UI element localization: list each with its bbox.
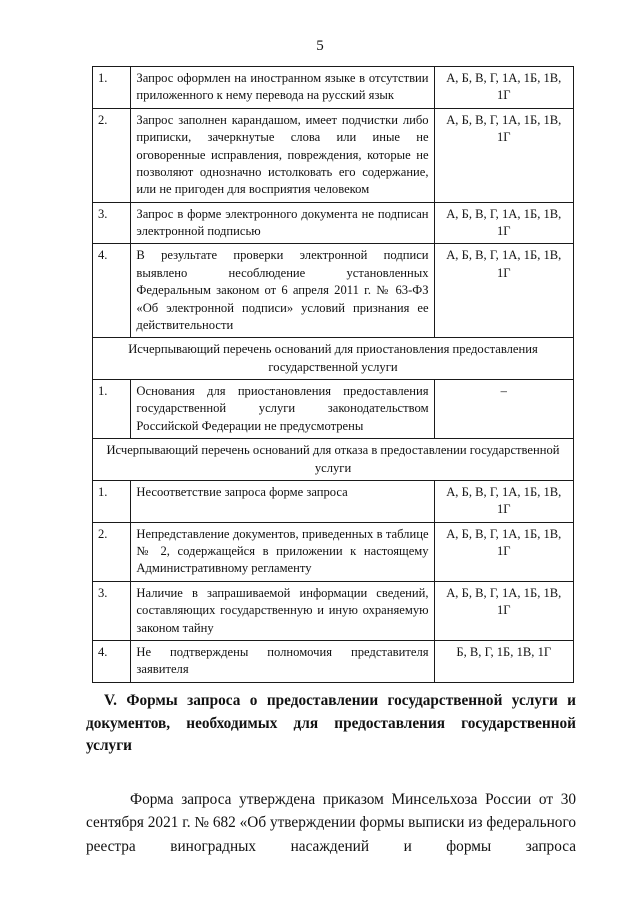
row-description: Запрос в форме электронного документа не подписан электронной подписью (131, 202, 434, 244)
row-codes: – (434, 380, 573, 439)
table-section-header (93, 439, 574, 481)
row-number: 3. (93, 202, 131, 244)
body-paragraph: Форма запроса утверждена приказом Минсельхоза России от 30 сентября 2021 г. № 682 «Об утверждении формы выписки из федерального реестра виноградных насаждений и формы запроса (86, 791, 576, 855)
table-row (93, 480, 574, 522)
row-codes: А, Б, В, Г, 1А, 1Б, 1В, 1Г (434, 202, 573, 244)
row-codes: А, Б, В, Г, 1А, 1Б, 1В, 1Г (434, 67, 573, 109)
row-number: 4. (93, 244, 131, 338)
grounds-table (92, 66, 574, 683)
row-description: Основания для приостановления предоставления государственной услуги законодательством Российской Федерации не предусмотрены (131, 380, 434, 439)
row-description: Запрос оформлен на иностранном языке в отсутствии приложенного к нему перевода на русский язык (131, 67, 434, 109)
table-row (93, 67, 574, 109)
row-description: Запрос заполнен карандашом, имеет подчистки либо приписки, зачеркнутые слова или иные не оговоренные исправления, повреждения, которые не позволяют однозначно истолковать его содержание, или не пригоден для восприятия человеком (131, 108, 434, 202)
table-row (93, 380, 574, 439)
table-row (93, 522, 574, 581)
row-number: 1. (93, 480, 131, 522)
row-number: 4. (93, 640, 131, 682)
row-number: 2. (93, 108, 131, 202)
row-codes: А, Б, В, Г, 1А, 1Б, 1В, 1Г (434, 108, 573, 202)
table-row (93, 244, 574, 338)
row-number: 3. (93, 581, 131, 640)
row-description: В результате проверки электронной подписи выявлено несоблюдение установленных Федеральным законом от 6 апреля 2011 г. № 63-ФЗ «Об электронной подписи» условий признания ее действительности (131, 244, 434, 338)
row-number: 2. (93, 522, 131, 581)
row-codes: А, Б, В, Г, 1А, 1Б, 1В, 1Г (434, 581, 573, 640)
row-codes: А, Б, В, Г, 1А, 1Б, 1В, 1Г (434, 480, 573, 522)
table-row (93, 581, 574, 640)
section-heading: V. Формы запроса о предоставлении государственной услуги и документов, необходимых для предоставления государственной услуги (86, 692, 576, 755)
row-codes: А, Б, В, Г, 1А, 1Б, 1В, 1Г (434, 522, 573, 581)
row-description: Несоответствие запроса форме запроса (131, 480, 434, 522)
row-description: Не подтверждены полномочия представителя заявителя (131, 640, 434, 682)
table-row (93, 108, 574, 202)
row-number: 1. (93, 380, 131, 439)
page-number: 5 (316, 38, 324, 54)
table-row (93, 640, 574, 682)
row-description: Наличие в запрашиваемой информации сведений, составляющих государственную и иную охраняемую законом тайну (131, 581, 434, 640)
table-row (93, 202, 574, 244)
row-description: Непредставление документов, приведенных в таблице № 2, содержащейся в приложении к настоящему Административному регламенту (131, 522, 434, 581)
row-codes: Б, В, Г, 1Б, 1В, 1Г (434, 640, 573, 682)
refusal-header: Исчерпывающий перечень оснований для отказа в предоставлении государственной услуги (93, 439, 574, 481)
row-codes: А, Б, В, Г, 1А, 1Б, 1В, 1Г (434, 244, 573, 338)
table-section-header (93, 338, 574, 380)
row-number: 1. (93, 67, 131, 109)
suspension-header: Исчерпывающий перечень оснований для приостановления предоставления государственной услуги (93, 338, 574, 380)
